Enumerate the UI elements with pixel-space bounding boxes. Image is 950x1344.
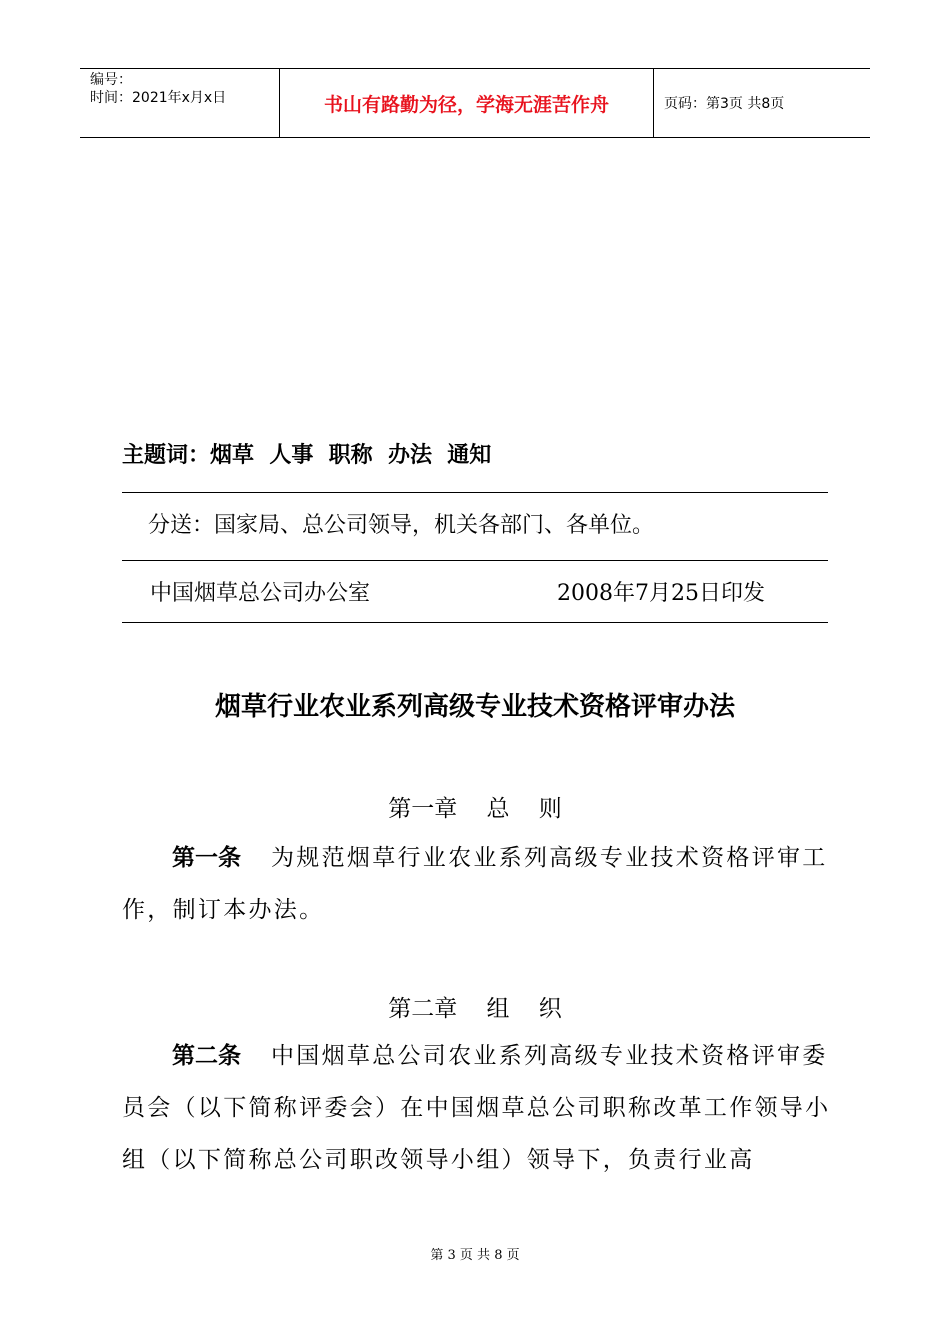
header-motto: 书山有路勤为径，学海无涯苦作舟 bbox=[280, 69, 654, 137]
chapter-heading-1: 第一章 总 则 bbox=[388, 796, 562, 822]
article-text: 为规范烟草行业农业系列高级专业技术资格评审工作，制订本办法。 bbox=[122, 845, 828, 923]
header-page-info: 页码：第3页 共8页 bbox=[664, 96, 785, 112]
article-1 bbox=[122, 832, 834, 936]
chapter-heading-2: 第二章 组 织 bbox=[388, 996, 562, 1022]
article-text: 中国烟草总公司农业系列高级专业技术资格评审委员会（以下简称评委会）在中国烟草总公司职称改革工作领导小组（以下简称总公司职改领导小组）领导下，负责行业高 bbox=[122, 1043, 831, 1173]
divider-top bbox=[122, 492, 828, 493]
keywords-line: 主题词：烟草 人事 职称 办法 通知 bbox=[122, 442, 492, 468]
header-meta-cell bbox=[80, 69, 280, 137]
issuing-office: 中国烟草总公司办公室 bbox=[150, 581, 371, 606]
distribution-line: 分送：国家局、总公司领导，机关各部门、各单位。 bbox=[148, 513, 655, 538]
divider-bottom bbox=[122, 622, 828, 623]
article-label: 第一条 bbox=[172, 845, 241, 871]
document-time-label: 时间：2021年x月x日 bbox=[90, 90, 227, 106]
document-number-label: 编号： bbox=[90, 72, 132, 88]
page-footer: 第 3 页 共 8 页 bbox=[430, 1248, 520, 1263]
article-label: 第二条 bbox=[172, 1043, 241, 1069]
document-header-table bbox=[80, 68, 870, 138]
issue-date: 2008年7月25日印发 bbox=[557, 581, 765, 606]
document-title: 烟草行业农业系列高级专业技术资格评审办法 bbox=[214, 692, 735, 722]
article-2 bbox=[122, 1030, 834, 1186]
divider-middle bbox=[122, 560, 828, 561]
